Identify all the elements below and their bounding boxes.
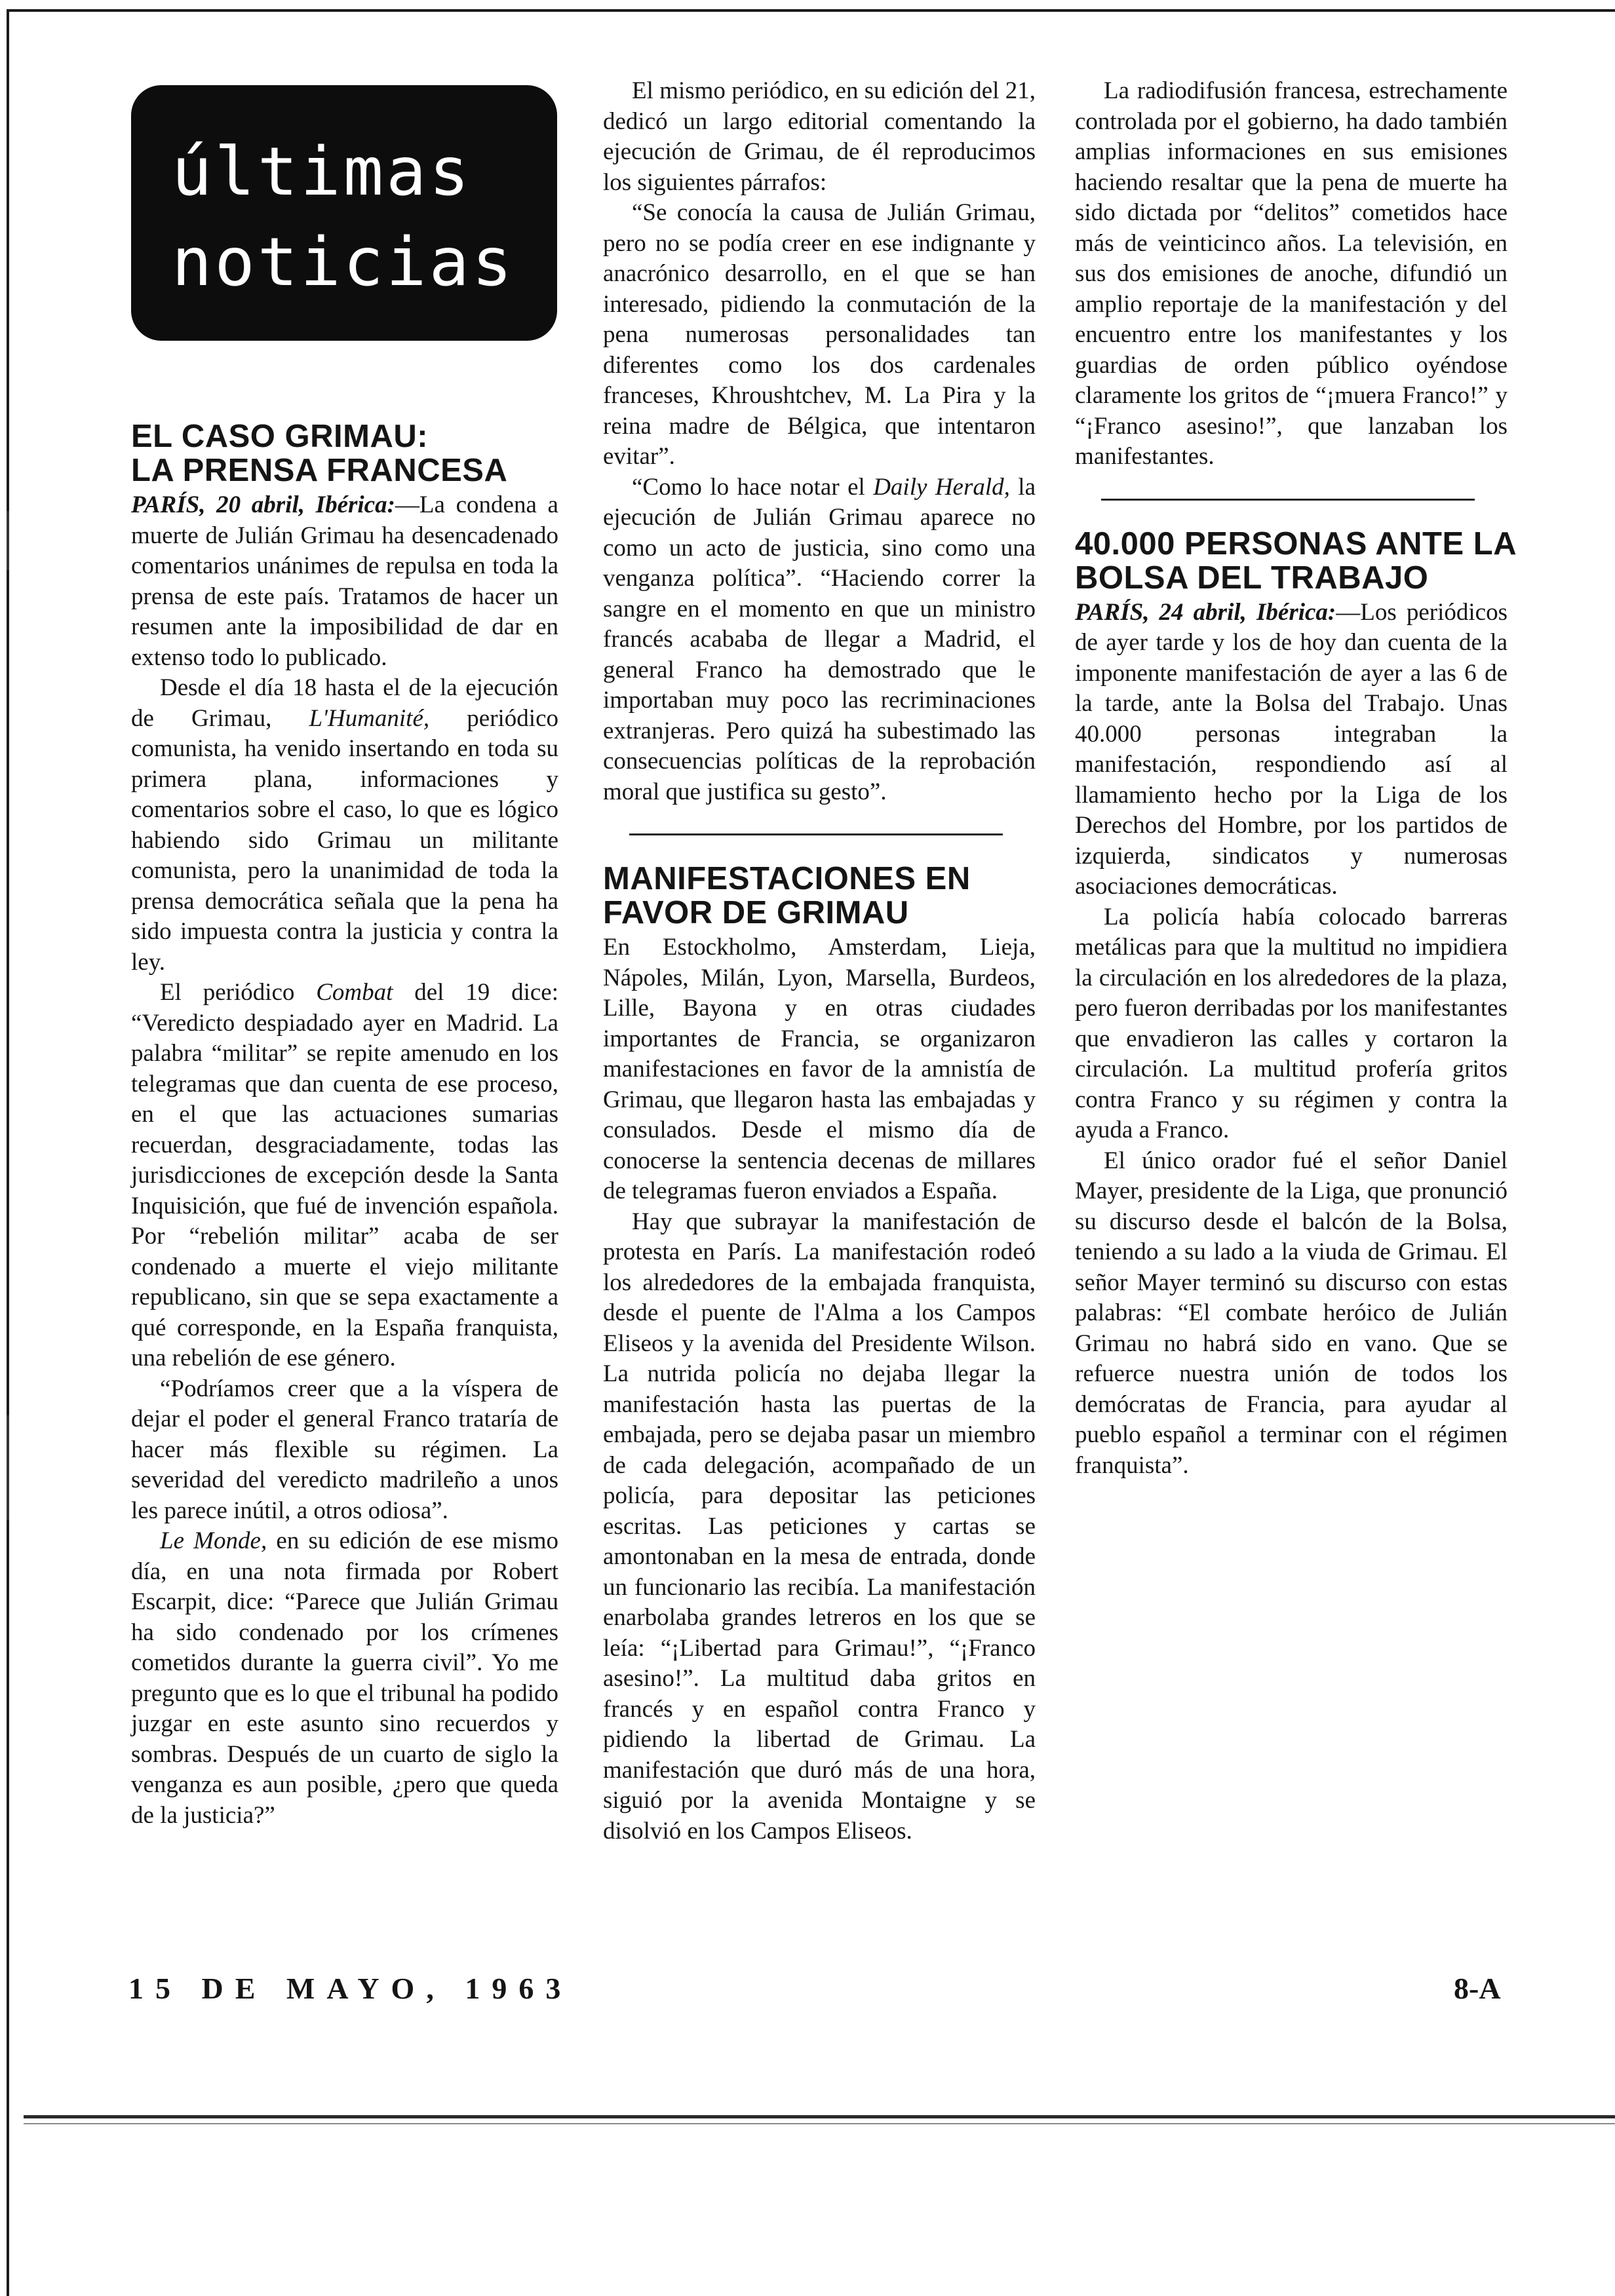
article-headline [131,419,558,488]
paragraph-text: —Los periódicos de ayer tarde y los de hoy dan cuenta de la imponente manifestación de ayer a las 6 de la tarde, ante la Bolsa del Trabajo. Unas 40.000 personas integraban la manifestación, respondiendo así al llamamiento hecho por la Liga de los Derechos del Hombre, por los partidos de izquierda, sindicatos y numerosas asociaciones democráticas. [1075,598,1508,900]
column-2 [603,76,1036,1846]
article-headline [603,862,1036,930]
paragraph-text: —La condena a muerte de Julián Grimau ha desencadenado comentarios unánimes de repulsa en toda la prensa de este país. Tratamos de hacer un resumen ante la imposibilidad de dar en extenso todo lo publicado. [131,491,558,671]
headline-line-1: MANIFESTACIONES EN [603,861,971,896]
scan-margin-mark [7,1415,9,1520]
article-paragraph [131,978,558,1374]
publication-name: Combat [316,979,393,1006]
logo-line-2: noticias [172,223,515,301]
section-divider [1101,499,1475,501]
dateline: PARÍS, 24 abril, Ibérica: [1075,598,1336,626]
headline-line-2: LA PRENSA FRANCESA [131,453,508,488]
paragraph-text: Desde el día 18 hasta el de la ejecución de Grimau, [131,674,558,732]
paragraph-text: en su edición de ese mismo día, en una nota firmada por Robert Escarpit, dice: “Parece que Julián Grimau ha sido condenado por los crímenes cometidos durante la guerra civil”. Yo me pregunto que es lo que el tribunal ha podido juzgar en este asunto sino recuerdos y sombras. Después de un cuarto de siglo la venganza es aun posible, ¿pero que queda de la justicia?” [131,1527,558,1829]
article-paragraph [1075,598,1508,902]
page-border-bottom-faint [24,2123,1615,2124]
headline-line-1: EL CASO GRIMAU: [131,419,429,454]
article-paragraph: El único orador fué el señor Daniel Mayer, presidente de la Liga, que pronunció su discurso desde el balcón de la Bolsa, teniendo a su lado a la viuda de Grimau. El señor Mayer terminó su discurso con estas palabras: “El combate heróico de Julián Grimau no habrá sido en vano. Que se refuerce nuestra unión de todos los demócratas de Francia, para ayudar al pueblo español a terminar con el régimen franquista”. [1075,1147,1508,1479]
article-paragraph: “Podríamos creer que a la víspera de dejar el poder el general Franco trataría de hacer más flexible su régimen. La severidad del veredicto madrileño a unos les parece inútil, a otros odiosa”. [131,1375,558,1524]
article-paragraph [603,472,1036,808]
page-border-left [7,9,9,2296]
logo-line-1: últimas [172,133,472,211]
article-paragraph: La radiodifusión francesa, estrechamente controlada por el gobierno, ha dado también amplias informaciones en sus emisiones haciendo resaltar que la pena de muerte ha sido dictada por “delitos” cometidos hace más de veinticinco años. La televisión, en sus dos emisiones de anoche, difundió un amplio reportaje de la manifestación y del encuentro entre los manifestantes y los guardias de orden público oyéndose claramente los gritos de “¡muera Franco!” y “¡Franco asesino!”, que lanzaban los manifestantes. [1075,77,1508,470]
publication-name: Le Monde, [160,1527,267,1554]
article-paragraph [131,490,558,673]
column-1 [131,419,558,1831]
page-border-top [7,9,1615,12]
article-paragraph: En Estockholmo, Amsterdam, Lieja, Nápoles, Milán, Lyon, Marsella, Burdeos, Lille, Bayona y en otras ciudades importantes de Francia, se organizaron manifestaciones en favor de la amnistía de Grimau, que llegaron hasta las embajadas y consulados. Desde el mismo día de conocerse la sentencia decenas de millares de telegramas fueron enviados a España. [603,934,1036,1204]
article-paragraph: Hay que subrayar la manifestación de protesta en París. La manifestación rodeó los alrededores de la embajada franquista, desde el puente de l'Alma a los Campos Eliseos y la avenida del Presidente Wilson. La nutrida policía no dejaba llegar la manifestación hasta las puertas de la embajada, pero se dejaba pasar un miembro de cada delegación, acompañado de un policía, para depositar las peticiones escritas. Las peticiones y cartas se amontonaban en la mesa de entrada, donde un funcionario las recibía. La manifestación enarbolaba grandes letreros en los que se leía: “¡Libertad para Grimau!”, “¡Franco asesino!”. La multitud daba gritos en francés y en español contra Franco y pidiendo la libertad de Grimau. La manifestación que duró más de una hora, siguió por la avenida Montaigne y se disolvió en los Campos Eliseos. [603,1208,1036,1845]
headline-line-2: BOLSA DEL TRABAJO [1075,560,1429,596]
paragraph-text: del 19 dice: “Veredicto despiadado ayer en Madrid. La palabra “militar” se repite amenudo en los telegramas que dan cuenta de ese proceso, en el que las actuaciones sumarias recuerdan, desgraciadamente, todas las jurisdicciones de excepción desde la Santa Inquisición, que fué de invención española. Por “rebelión militar” acaba de ser condenado a muerte el viejo militante republicano, sin que se sepa exactamente a qué corresponde, en la España franquista, una rebelión de ese género. [131,979,559,1371]
headline-line-2: FAVOR DE GRIMAU [603,895,909,930]
page-border-bottom [24,2115,1615,2118]
article-paragraph: “Se conocía la causa de Julián Grimau, pero no se podía creer en ese indignante y anacrónico desarrollo, en el que se han interesado, pidiendo la conmutación de la pena numerosas personalidades tan diferentes como los dos cardenales franceses, Khroushtchev, M. La Pira y la reina madre de Bélgica, que intentaron evitar”. [603,199,1036,470]
section-divider [629,833,1003,835]
paragraph-text: El periódico [160,979,317,1006]
issue-date: 15 DE MAYO, 1963 [128,1972,573,2005]
article-headline [1075,526,1517,596]
paragraph-text: la ejecución de Julián Grimau aparece no como un acto de justicia, sino como una venganza política”. “Haciendo correr la sangre en el momento en que un ministro francés acababa de llegar a Madrid, el general Franco ha demostrado que le importaban muy poco las recriminaciones extranjeras. Pero quizá ha subestimado las consecuencias políticas de la reprobación moral que justifica su gesto”. [603,473,1036,805]
headline-line-1: 40.000 PERSONAS ANTE LA [1075,526,1517,562]
article-paragraph [131,1526,558,1831]
publication-name: L'Humanité, [309,704,430,732]
paragraph-text: periódico comunista, ha venido insertando en toda su primera plana, informaciones y comentarios sobre el caso, lo que es lógico habiendo sido Grimau un militante comunista, pero la unanimidad de toda la prensa democrática señala que la pena ha sido impuesta contra la justicia y contra la ley. [131,704,558,976]
paragraph-text: “Como lo hace notar el [632,473,874,501]
page-number: 8-A [1454,1972,1501,2005]
scan-margin-mark [7,511,9,570]
dateline: PARÍS, 20 abril, Ibérica: [131,491,395,518]
article-paragraph [131,673,558,978]
article-paragraph: El mismo periódico, en su edición del 21, dedicó un largo editorial comentando la ejecución de Grimau, de él reproducimos los siguientes párrafos: [603,77,1036,196]
publication-name: Daily Herald, [873,473,1010,501]
article-paragraph: La policía había colocado barreras metálicas para que la multitud no impidiera la circulación en los alrededores de la plaza, pero fueron derribadas por los manifestantes que envadieron las calles y cortaron la circulación. La multitud profería gritos contra Franco y su régimen y contra la ayuda a Franco. [1075,903,1508,1143]
column-3 [1075,76,1517,1481]
ultimas-noticias-logo [131,85,557,341]
